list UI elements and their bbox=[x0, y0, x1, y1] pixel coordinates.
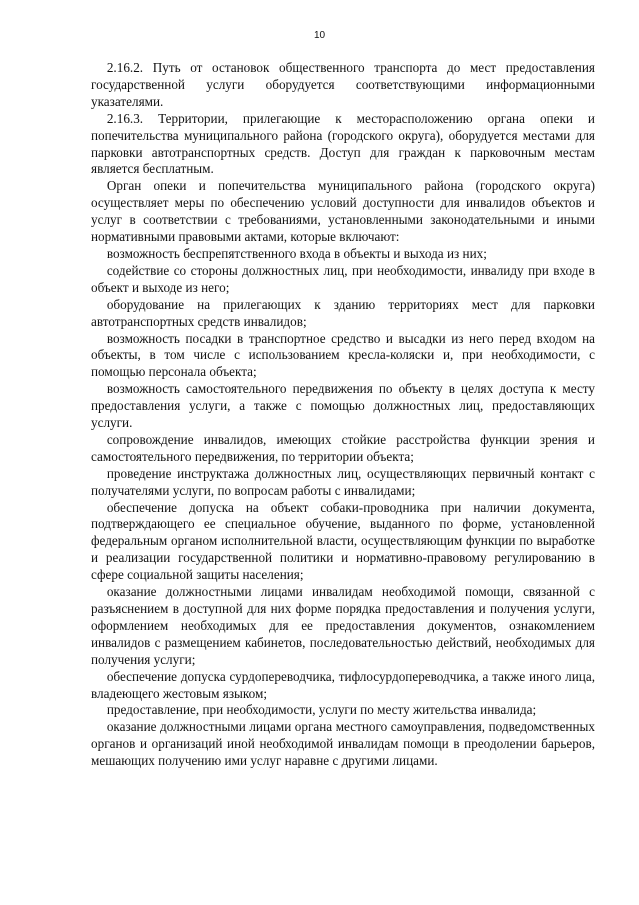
paragraph-measures-intro: Орган опеки и попечительства муниципального района (городского округа) осуществляет меры по обеспечению условий доступности для инвалидов объектов и услуг в соответствии с требованиями, установленными законодательными и иными нормативными правовыми актами, которые включают: bbox=[91, 178, 595, 245]
page-number: 10 bbox=[313, 30, 326, 41]
list-item: возможность посадки в транспортное средство и высадки из него перед входом на объекты, в том числе с использованием кресла-коляски и, при необходимости, с помощью персонала объекта; bbox=[91, 330, 595, 380]
list-item: проведение инструктажа должностных лиц, осуществляющих первичный контакт с получателями услуги, по вопросам работы с инвалидами; bbox=[91, 465, 595, 498]
list-item: обеспечение допуска сурдопереводчика, тифлосурдопереводчика, а также иного лица, владеющего жестовым языком; bbox=[91, 668, 595, 701]
document-body bbox=[91, 60, 595, 770]
list-item: предоставление, при необходимости, услуги по месту жительства инвалида; bbox=[106, 702, 537, 718]
list-item: оказание должностными лицами органа местного самоуправления, подведомственных органов и организаций иной необходимой инвалидам помощи в преодолении барьеров, мешающих получению ими услуг наравне с другими лицами. bbox=[91, 719, 595, 769]
list-item: возможность беспрепятственного входа в объекты и выхода из них; bbox=[106, 245, 487, 261]
paragraph-2-16-3: 2.16.3. Территории, прилегающие к месторасположению органа опеки и попечительства муниципального района (городского округа), оборудуется местами для парковки автотранспортных средств. Доступ для граждан к парковочным местам является бесплатным. bbox=[91, 110, 595, 177]
list-item: оборудование на прилегающих к зданию территориях мест для парковки автотранспортных средств инвалидов; bbox=[91, 296, 595, 329]
paragraph-2-16-2: 2.16.2. Путь от остановок общественного транспорта до мест предоставления государственной услуги оборудуется соответствующими информационными указателями. bbox=[91, 60, 595, 109]
list-item: оказание должностными лицами инвалидам необходимой помощи, связанной с разъяснением в доступной для них форме порядка предоставления и получения услуги, оформлением необходимых для ее предоставления документов, ознакомлением инвалидов с размещением кабинетов, последовательностью действий, необходимых для получения услуги; bbox=[91, 584, 595, 667]
list-item: сопровождение инвалидов, имеющих стойкие расстройства функции зрения и самостоятельного передвижения, по территории объекта; bbox=[91, 431, 595, 464]
list-item: содействие со стороны должностных лиц, при необходимости, инвалиду при входе в объект и выходе из него; bbox=[91, 262, 595, 295]
list-item: возможность самостоятельного передвижения по объекту в целях доступа к месту предоставления услуги, а также с помощью должностных лиц, предоставляющих услуги. bbox=[91, 381, 595, 431]
list-item: обеспечение допуска на объект собаки-проводника при наличии документа, подтверждающего ее специальное обучение, выданного по форме, установленной федеральным органом исполнительной власти, осуществляющим функции по выработке и реализации государственной политики и нормативно-правовому регулированию в сфере социальной защиты населения; bbox=[91, 499, 595, 583]
